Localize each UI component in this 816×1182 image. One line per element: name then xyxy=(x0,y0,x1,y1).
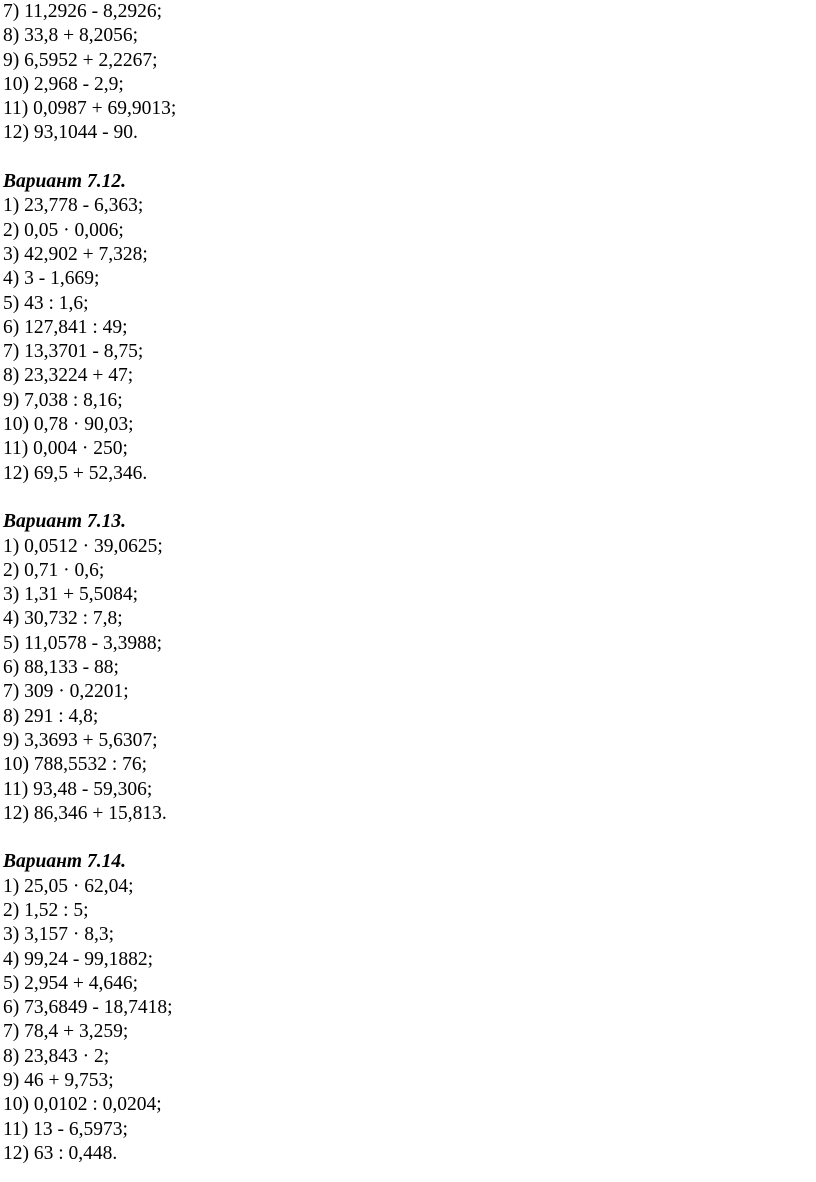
exercise-item: 12) 93,1044 - 90. xyxy=(3,122,138,144)
exercise-item: 8) 291 : 4,8; xyxy=(3,705,99,727)
exercise-section xyxy=(3,850,816,1166)
exercise-item: 9) 6,5952 + 2,2267; xyxy=(3,49,158,71)
exercise-item: 7) 309 · 0,2201; xyxy=(3,681,129,703)
exercise-item: 4) 30,732 : 7,8; xyxy=(3,608,123,630)
exercise-item: 6) 88,133 - 88; xyxy=(3,657,119,679)
exercise-item: 8) 33,8 + 8,2056; xyxy=(3,25,139,47)
exercise-item: 8) 23,843 · 2; xyxy=(3,1045,110,1067)
exercise-item: 11) 0,0987 + 69,9013; xyxy=(3,98,177,120)
exercise-item: 2) 1,52 : 5; xyxy=(3,899,89,921)
variant-heading: Вариант 7.13. xyxy=(3,511,126,533)
exercise-item: 11) 93,48 - 59,306; xyxy=(3,778,153,800)
variant-heading: Вариант 7.14. xyxy=(3,851,126,873)
exercise-item: 3) 3,157 · 8,3; xyxy=(3,924,115,946)
exercise-item: 5) 11,0578 - 3,3988; xyxy=(3,632,163,654)
exercise-item: 9) 7,038 : 8,16; xyxy=(3,389,123,411)
exercise-item: 7) 11,2926 - 8,2926; xyxy=(3,1,163,22)
exercise-item: 12) 86,346 + 15,813. xyxy=(3,802,167,824)
exercise-item: 5) 2,954 + 4,646; xyxy=(3,972,139,994)
section-spacer xyxy=(3,146,816,170)
exercise-item: 12) 69,5 + 52,346. xyxy=(3,462,148,484)
exercise-item: 7) 78,4 + 3,259; xyxy=(3,1021,129,1043)
section-spacer xyxy=(3,486,816,510)
exercise-item: 1) 23,778 - 6,363; xyxy=(3,195,144,217)
exercise-item: 8) 23,3224 + 47; xyxy=(3,365,134,387)
exercise-item: 9) 46 + 9,753; xyxy=(3,1070,114,1092)
exercise-item: 2) 0,71 · 0,6; xyxy=(3,559,105,581)
exercise-section xyxy=(3,0,816,146)
exercise-item: 6) 127,841 : 49; xyxy=(3,316,128,338)
exercise-item: 2) 0,05 · 0,006; xyxy=(3,219,124,241)
exercise-item: 10) 0,0102 : 0,0204; xyxy=(3,1094,162,1116)
exercise-item: 3) 42,902 + 7,328; xyxy=(3,243,148,265)
exercise-item: 11) 13 - 6,5973; xyxy=(3,1118,128,1140)
exercise-item: 1) 25,05 · 62,04; xyxy=(3,875,134,897)
exercise-item: 12) 63 : 0,448. xyxy=(3,1142,118,1164)
exercise-item: 10) 2,968 - 2,9; xyxy=(3,73,124,95)
exercise-item: 11) 0,004 · 250; xyxy=(3,438,128,460)
exercise-item: 7) 13,3701 - 8,75; xyxy=(3,341,144,363)
exercise-item: 3) 1,31 + 5,5084; xyxy=(3,584,139,606)
exercise-section xyxy=(3,170,816,486)
exercise-item: 6) 73,6849 - 18,7418; xyxy=(3,997,173,1019)
variant-heading: Вариант 7.12. xyxy=(3,171,126,193)
exercise-item: 10) 0,78 · 90,03; xyxy=(3,414,134,436)
exercise-item: 10) 788,5532 : 76; xyxy=(3,754,148,776)
exercise-item: 5) 43 : 1,6; xyxy=(3,292,89,314)
exercise-item: 4) 99,24 - 99,1882; xyxy=(3,948,154,970)
exercise-item: 4) 3 - 1,669; xyxy=(3,268,100,290)
exercise-section xyxy=(3,510,816,826)
section-spacer xyxy=(3,826,816,850)
exercise-item: 9) 3,3693 + 5,6307; xyxy=(3,729,158,751)
exercise-item: 1) 0,0512 · 39,0625; xyxy=(3,535,163,557)
